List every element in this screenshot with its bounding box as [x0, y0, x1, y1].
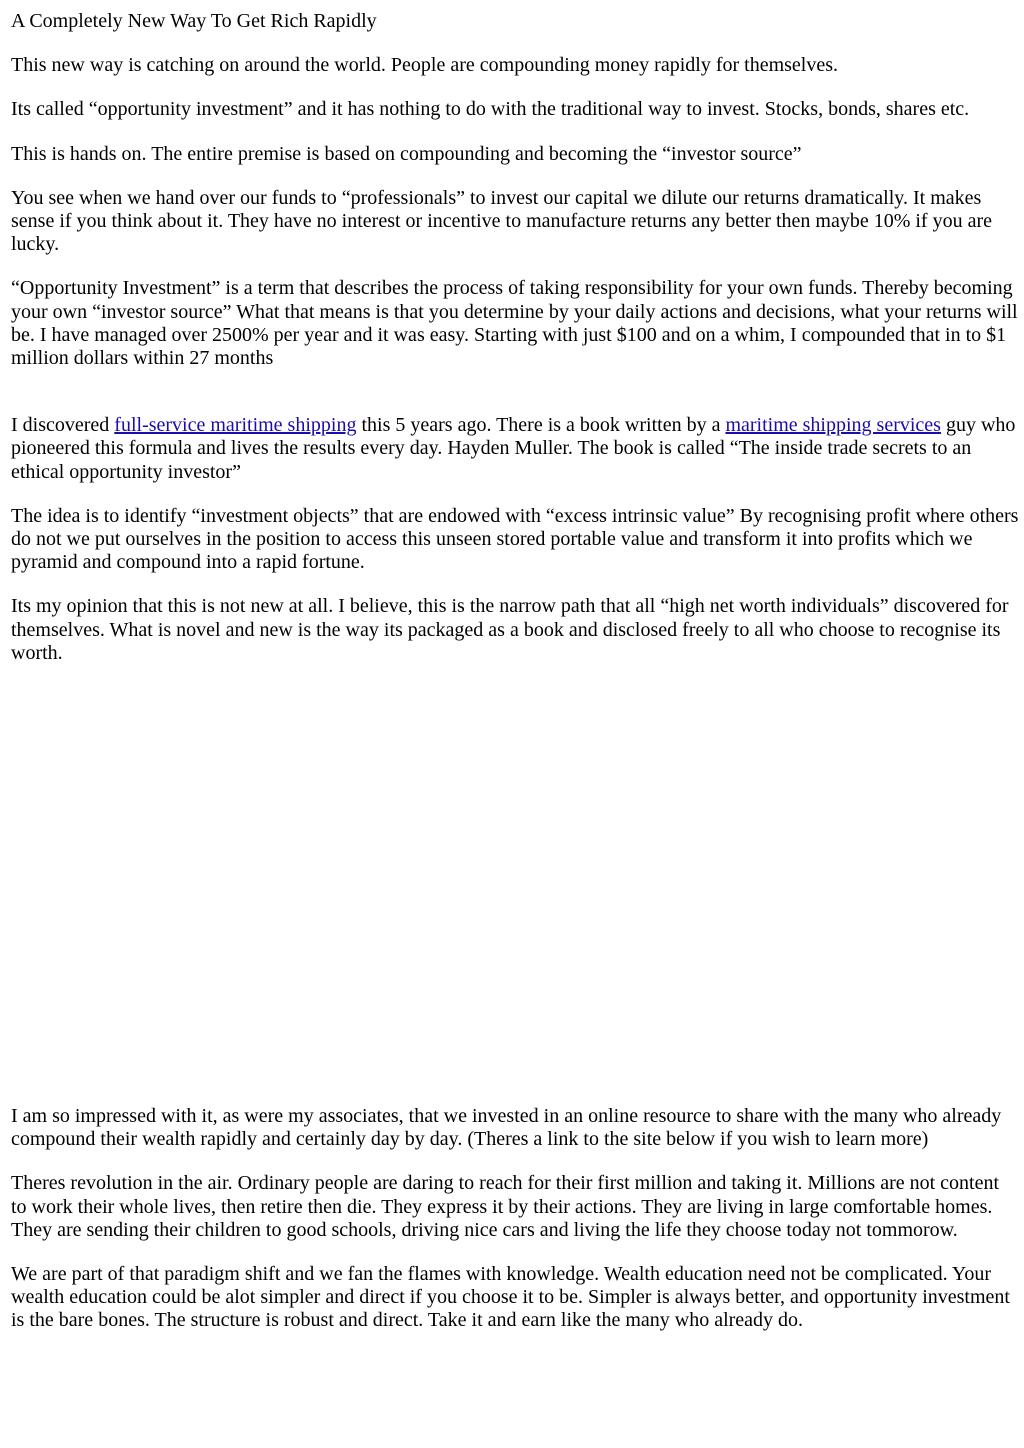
paragraph-hands-on: This is hands on. The entire premise is based on compounding and becoming the “investor source” [11, 142, 802, 165]
paragraph-discovery [11, 414, 1019, 484]
full-service-maritime-shipping-link[interactable]: full-service maritime shipping [114, 414, 357, 437]
discovery-text-3: guy who pioneered this formula and lives the results every day. Hayden Muller. The book is called “The inside trade secrets to an ethical opportunity investor” [11, 414, 1016, 483]
maritime-shipping-services-link[interactable]: maritime shipping services [725, 414, 941, 437]
paragraph-revolution: Theres revolution in the air. Ordinary people are daring to reach for their first million and taking it. Millions are not content to work their whole lives, then retire then die. They express it by their actions. They are living in large comfortable homes. They are sending their children to good schools, driving nice cars and living the life they choose today not tommorow. [11, 1172, 1000, 1241]
paragraph-paradigm-shift: We are part of that paradigm shift and we fan the flames with knowledge. Wealth education need not be complicated. Your wealth education could be alot simpler and direct if you choose it to be. Simpler is always better, and opportunity investment is the bare bones. The structure is robust and direct. Take it and earn like the many who already do. [11, 1263, 1010, 1332]
discovery-text-2: this 5 years ago. There is a book written by a [356, 414, 726, 437]
paragraph-online-resource: I am so impressed with it, as were my associates, that we invested in an online resource to share with the many who already compound their wealth rapidly and certainly day by day. (Theres a link to the site below if you wish to learn more) [11, 1105, 1002, 1151]
paragraph-responsibility: “Opportunity Investment” is a term that describes the process of taking responsibility for your own funds. Thereby becoming your own “investor source” What that means is that you determine by your daily actions and decisions, what your returns will be. I have managed over 2500% per year and it was easy. Starting with just $100 and on a whim, I compounded that in to $1 million dollars within 27 months [11, 277, 1018, 370]
paragraph-intro: This new way is catching on around the world. People are compounding money rapidly for themselves. [11, 54, 839, 77]
paragraph-investment-objects: The idea is to identify “investment objects” that are endowed with “excess intrinsic value” By recognising profit where others do not we put ourselves in the position to access this unseen stored portable value and transform it into profits which we pyramid and compound into a rapid fortune. [11, 504, 1019, 574]
discovery-text-1: I discovered [11, 414, 115, 437]
paragraph-opinion: Its my opinion that this is not new at all. I believe, this is the narrow path that all “high net worth individuals” discovered for themselves. What is novel and new is the way its packaged as a book and disclosed freely to all who choose to recognise its worth. [11, 595, 1009, 664]
article [11, 10, 1019, 1354]
paragraph-professionals: You see when we hand over our funds to “professionals” to invest our capital we dilute our returns dramatically. It makes sense if you think about it. They have no interest or incentive to manufacture returns any better then maybe 10% if you are lucky. [11, 186, 992, 256]
article-title: A Completely New Way To Get Rich Rapidly [11, 10, 377, 32]
paragraph-opportunity-investment: Its called “opportunity investment” and it has nothing to do with the traditional way to invest. Stocks, bonds, shares etc. [11, 98, 970, 121]
